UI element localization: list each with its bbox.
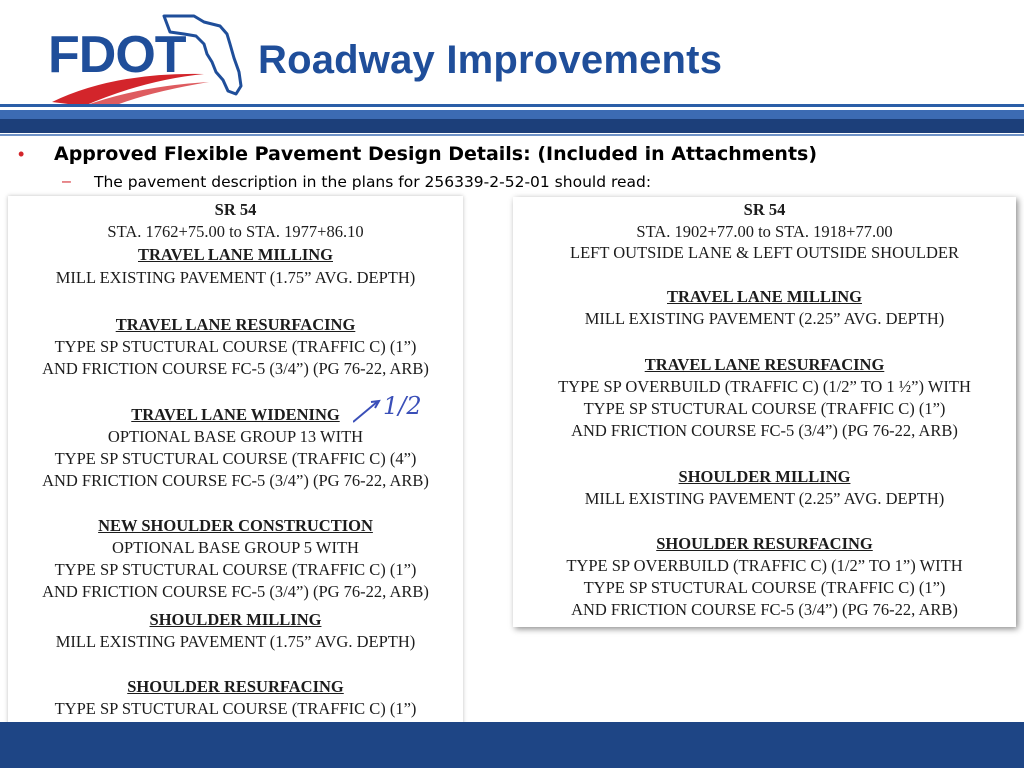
left-line: AND FRICTION COURSE FC-5 (3/4”) (PG 76-22, ARB): [42, 359, 429, 378]
left-line: AND FRICTION COURSE FC-5 (3/4”) (PG 76-22, ARB): [42, 582, 429, 601]
left-heading-travel-lane-resurfacing: TRAVEL LANE RESURFACING: [115, 315, 356, 334]
footer-band: [0, 722, 1024, 768]
left-heading-travel-lane-widening: TRAVEL LANE WIDENING: [131, 405, 340, 424]
right-heading-travel-lane-resurfacing: TRAVEL LANE RESURFACING: [644, 355, 885, 374]
left-line: OPTIONAL BASE GROUP 13 WITH: [107, 427, 364, 446]
right-line: TYPE SP STUCTURAL COURSE (TRAFFIC C) (1”): [583, 578, 946, 597]
left-heading-shoulder-resurfacing: SHOULDER RESURFACING: [127, 677, 344, 696]
header-band-bottom: [0, 134, 1024, 136]
left-line: AND FRICTION COURSE FC-5 (3/4”) (PG 76-22, ARB): [42, 471, 429, 490]
logo-text: FDOT: [48, 26, 186, 84]
right-heading-shoulder-resurfacing: SHOULDER RESURFACING: [656, 534, 873, 553]
pavement-detail-right: [513, 197, 1016, 627]
right-line: MILL EXISTING PAVEMENT (2.25” AVG. DEPTH): [584, 489, 945, 508]
header-band-top: [0, 110, 1024, 119]
right-line: MILL EXISTING PAVEMENT (2.25” AVG. DEPTH): [584, 309, 945, 328]
right-line-route: SR 54: [743, 200, 786, 219]
right-line-location: LEFT OUTSIDE LANE & LEFT OUTSIDE SHOULDER: [570, 243, 959, 262]
left-line: MILL EXISTING PAVEMENT (1.75” AVG. DEPTH): [55, 632, 416, 651]
slide-title: Roadway Improvements: [258, 38, 723, 82]
right-line: AND FRICTION COURSE FC-5 (3/4”) (PG 76-22, ARB): [571, 600, 958, 619]
main-bullet: [12, 141, 817, 167]
left-heading-shoulder-milling: SHOULDER MILLING: [149, 610, 322, 629]
left-line: MILL EXISTING PAVEMENT (1.75” AVG. DEPTH): [55, 268, 416, 287]
fdot-logo: [44, 14, 244, 106]
left-line: TYPE SP STUCTURAL COURSE (TRAFFIC C) (4”): [54, 449, 417, 468]
left-line: TYPE SP STUCTURAL COURSE (TRAFFIC C) (1”): [54, 699, 417, 718]
left-line: TYPE SP STUCTURAL COURSE (TRAFFIC C) (1”): [54, 337, 417, 356]
left-heading-travel-lane-milling: TRAVEL LANE MILLING: [138, 245, 333, 264]
sub-bullet-text: The pavement description in the plans for 256339-2-52-01 should read:: [94, 173, 652, 191]
right-heading-shoulder-milling: SHOULDER MILLING: [678, 467, 851, 486]
left-heading-new-shoulder-construction: NEW SHOULDER CONSTRUCTION: [98, 516, 373, 535]
left-line: OPTIONAL BASE GROUP 5 WITH: [112, 538, 359, 557]
right-line: TYPE SP OVERBUILD (TRAFFIC C) (1/2” TO 1”) WITH: [566, 556, 963, 575]
bullet-dot-icon: •: [18, 143, 25, 164]
left-line: TYPE SP STUCTURAL COURSE (TRAFFIC C) (1”): [54, 560, 417, 579]
left-line-route: SR 54: [214, 200, 257, 219]
left-line-station: STA. 1762+75.00 to STA. 1977+86.10: [107, 222, 364, 241]
pavement-detail-left: [8, 196, 463, 752]
header-band: [0, 119, 1024, 133]
bullet-text: Approved Flexible Pavement Design Details: (Included in Attachments): [54, 143, 818, 165]
right-heading-travel-lane-milling: TRAVEL LANE MILLING: [667, 287, 862, 306]
right-line: TYPE SP OVERBUILD (TRAFFIC C) (1/2” TO 1 ½”) WITH: [558, 377, 971, 396]
sub-bullet: [62, 171, 651, 193]
header-divider: [0, 104, 1024, 107]
right-line: AND FRICTION COURSE FC-5 (3/4”) (PG 76-22, ARB): [571, 421, 958, 440]
handwritten-correction-icon: [353, 392, 423, 426]
handwritten-note: 1/2: [383, 392, 422, 420]
dash-icon: –: [62, 173, 71, 190]
right-line-station: STA. 1902+77.00 to STA. 1918+77.00: [636, 222, 893, 241]
right-line: TYPE SP STUCTURAL COURSE (TRAFFIC C) (1”): [583, 399, 946, 418]
